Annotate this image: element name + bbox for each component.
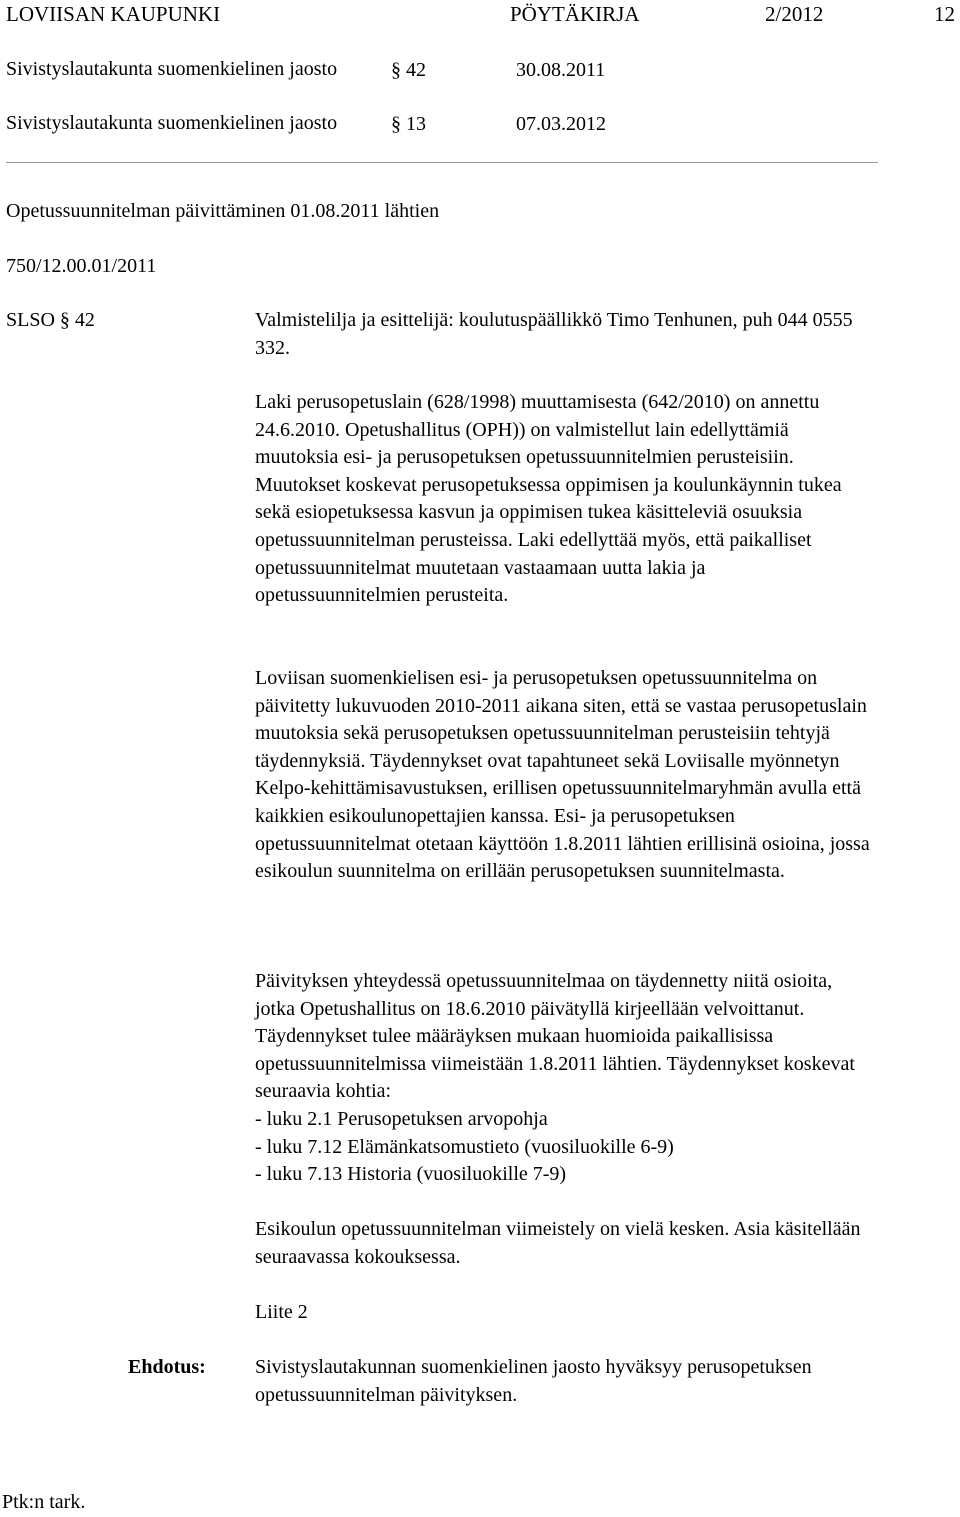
meeting-date: 07.03.2012 [516, 113, 606, 135]
header-divider [6, 162, 878, 163]
section-number: § 42 [391, 59, 426, 81]
proposal-text-block [255, 1354, 870, 1409]
page-number: 12 [934, 2, 955, 26]
section-number: § 13 [391, 113, 426, 135]
list-item: - luku 2.1 Perusopetuksen arvopohja [255, 1108, 548, 1130]
list-item: - luku 7.12 Elämänkatsomustieto (vuosiluokille 6-9) [255, 1135, 674, 1158]
subject-line: Opetussuunnitelman päivittäminen 01.08.2011 lähtien [6, 200, 440, 222]
reference-number: 750/12.00.01/2011 [6, 255, 157, 277]
paragraph-text: Päivityksen yhteydessä opetussuunnitelmaa on täydennetty niitä osioita, jotka Opetushallitus on 18.6.2010 päivätyllä kirjeellään velvoittanut. Täydennykset tulee määräyksen mukaan huomioida paikallisissa opetussuunnitelmissa viimeistään 1.8.2011 lähtien. Täydennykset koskevat seuraavia kohtia: [255, 970, 855, 1103]
paragraph-3 [255, 968, 870, 1106]
list-item: - luku 7.13 Historia (vuosiluokille 7-9) [255, 1163, 567, 1186]
preparer-text: Valmistelilja ja esittelijä: koulutuspäällikkö Timo Tenhunen, puh 044 0555 332. [255, 309, 853, 359]
paragraph-text: Laki perusopetuslain (628/1998) muuttamisesta (642/2010) on annettu 24.6.2010. Opetushallitus (OPH)) on valmistellut lain edellyttämiä muutoksia esi- ja perusopetuksen opetussuunnitelmien perusteisiin. Muutokset koskevat perusopetuksessa oppimisen ja koulunkäynnin tukea sekä esiopetuksessa kasvun ja oppimisen tukea käsitteleviä osuuksia opetussuunnitelman perusteissa. Laki edellyttää myös, että paikalliset opetussuunnitelmat muutetaan vastaamaan uutta lakia ja opetussuunnitelmien perusteita. [255, 391, 842, 607]
closing-paragraph [255, 1216, 870, 1271]
preparer-info [255, 307, 867, 362]
update-list [255, 1106, 870, 1189]
board-name: Sivistyslautakunta suomenkielinen jaosto [6, 112, 338, 134]
paragraph-1 [255, 389, 870, 610]
item-label: SLSO § 42 [6, 309, 95, 331]
board-name: Sivistyslautakunta suomenkielinen jaosto [6, 58, 338, 80]
footer-note: Ptk:n tark. [2, 1491, 86, 1513]
attachment-label: Liite 2 [255, 1301, 308, 1323]
paragraph-2 [255, 665, 870, 886]
proposal-text: Sivistyslautakunnan suomenkielinen jaosto hyväksyy perusopetuksen opetussuunnitelman päivityksen. [255, 1356, 812, 1406]
organization-name: LOVIISAN KAUPUNKI [6, 2, 221, 26]
meeting-date: 30.08.2011 [516, 59, 606, 81]
document-number: 2/2012 [765, 2, 824, 26]
paragraph-text: Loviisan suomenkielisen esi- ja perusopetuksen opetussuunnitelma on päivitetty lukuvuoden 2010-2011 aikana siten, että se vastaa perusopetuslain muutoksia sekä perusopetuksen opetussuunnitelman perusteisiin tehtyjä täydennyksiä. Täydennykset ovat tapahtuneet sekä Loviisalle myönnetyn Kelpo-kehittämisavustuksen, erillisen opetussuunnitelmaryhmän avulla että kaikkien esikoulunopettajien kanssa. Esi- ja perusopetuksen opetussuunnitelmat otetaan käyttöön 1.8.2011 lähtien erillisinä osioina, jossa esikoulun suunnitelma on erillään perusopetuksen suunnitelmasta. [255, 667, 870, 883]
proposal-label: Ehdotus: [128, 1356, 206, 1378]
document-type: PÖYTÄKIRJA [510, 2, 640, 26]
paragraph-text: Esikoulun opetussuunnitelman viimeistely on vielä kesken. Asia käsitellään seuraavassa kokouksessa. [255, 1218, 861, 1268]
